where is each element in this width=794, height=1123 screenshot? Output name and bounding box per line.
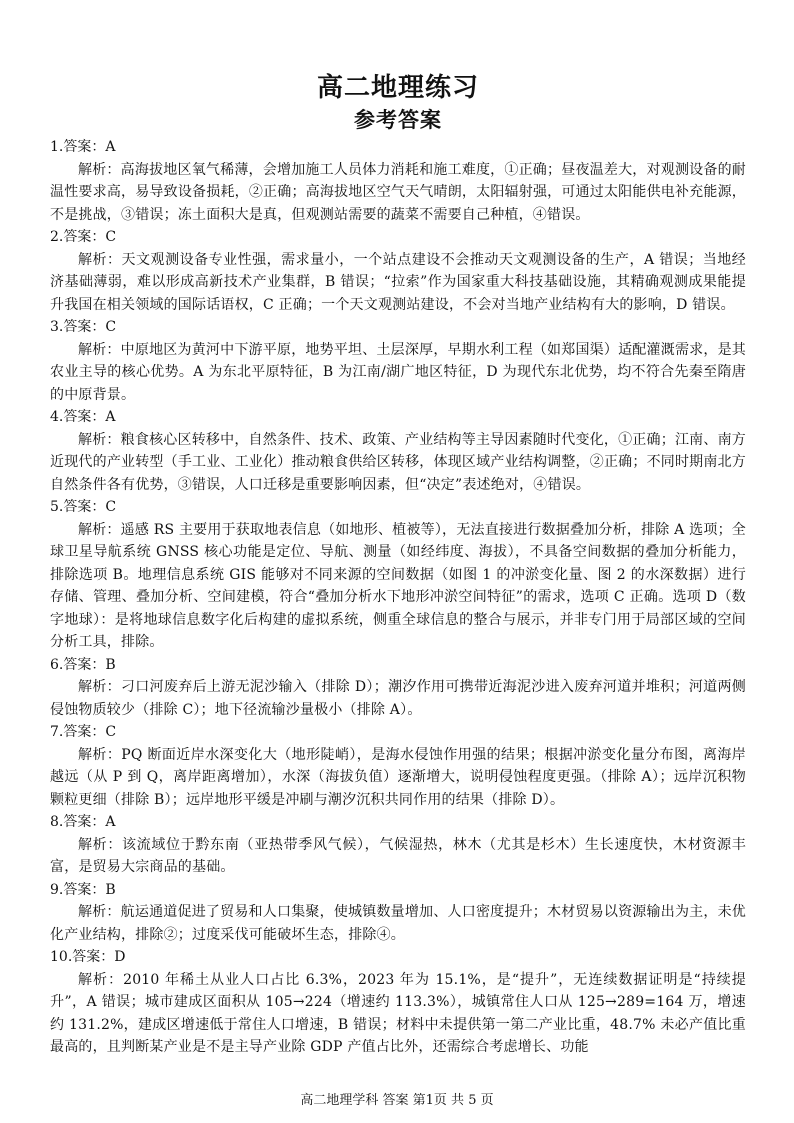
answer-item-10 <box>50 946 746 1059</box>
answer-item-6 <box>50 654 746 722</box>
answer-item-5 <box>50 496 746 654</box>
answer-list <box>50 136 746 1059</box>
answer-item-4 <box>50 406 746 496</box>
answer-item-3 <box>50 316 746 406</box>
answer-explanation: 解析：PQ 断面近岸水深变化大（地形陡峭），是海水侵蚀作用强的结果；根据冲淤变化量分布图，离海岸越远（从 P 到 Q，离岸距离增加），水深（海拔负值）逐渐增大，说明侵蚀程度更强。（排除 A）；远岸沉积物颗粒更细（排除 B）；远岸地形平缓是冲刷与潮汐沉积共同作用的结果（排除 D）。 <box>50 746 746 808</box>
answer-explanation: 解析：高海拔地区氧气稀薄，会增加施工人员体力消耗和施工难度，①正确；昼夜温差大，对观测设备的耐温性要求高，易导致设备损耗，②正确；高海拔地区空气天气晴朗，太阳辐射强，可通过太阳能供电补充能源，不是挑战，③错误；冻土面积大是真，但观测站需要的蔬菜不需要自己种植，④错误。 <box>50 161 746 223</box>
answer-explanation: 解析：航运通道促进了贸易和人口集聚，使城镇数量增加、人口密度提升；木材贸易以资源输出为主，未优化产业结构，排除②；过度采伐可能破坏生态，排除④。 <box>50 904 746 943</box>
answer-label: 6.答案：B <box>50 656 116 673</box>
answer-label: 1.答案：A <box>50 139 116 155</box>
answer-explanation: 解析：天文观测设备专业性强，需求量小，一个站点建设不会推动天文观测设备的生产，A 错误；当地经济基础薄弱，难以形成高新技术产业集群，B 错误；“拉索”作为国家重大科技基础设施，其精确观测成果能提升我国在相关领域的国际话语权，C 正确；一个天文观测站建设，不会对当地产业结构有大的影响，D 错误。 <box>50 251 746 313</box>
answer-explanation: 解析：中原地区为黄河中下游平原，地势平坦、土层深厚，早期水利工程（如郑国渠）适配灌溉需求，是其农业主导的核心优势。A 为东北平原特征，B 为江南/湖广地区特征，D 为现代东北优势，均不符合先秦至隋唐的中原背景。 <box>50 341 746 403</box>
answer-explanation: 解析：该流域位于黔东南（亚热带季风气候），气候湿热，林木（尤其是杉木）生长速度快，木材资源丰富，是贸易大宗商品的基础。 <box>50 836 746 875</box>
answer-explanation: 解析：刁口河废弃后上游无泥沙输入（排除 D）；潮汐作用可携带近海泥沙进入废弃河道并堆积；河道两侧侵蚀物质较少（排除 C）；地下径流输沙量极小（排除 A）。 <box>50 679 746 718</box>
answer-item-8 <box>50 811 746 879</box>
page-title: 高二地理练习 <box>316 73 479 103</box>
answer-label: 10.答案：D <box>50 949 126 965</box>
page-subtitle: 参考答案 <box>354 108 442 132</box>
answer-label: 7.答案：C <box>50 724 117 740</box>
answer-item-9 <box>50 879 746 947</box>
answer-item-1 <box>50 136 746 226</box>
answer-explanation: 解析：粮食核心区转移中，自然条件、技术、政策、产业结构等主导因素随时代变化，①正确；江南、南方近现代的产业转型（手工业、工业化）推动粮食供给区转移，体现区域产业结构调整，②正确；不同时期南北方自然条件各有优势，③错误，人口迁移是重要影响因素，但“决定”表述绝对，④错误。 <box>50 431 746 493</box>
answer-label: 8.答案：A <box>50 814 116 830</box>
answer-label: 5.答案：C <box>50 499 117 515</box>
answer-label: 4.答案：A <box>50 409 116 425</box>
answer-label: 2.答案：C <box>50 229 117 245</box>
answer-label: 9.答案：B <box>50 881 116 898</box>
answer-item-2 <box>50 226 746 316</box>
page-footer: 高二地理学科 答案 第1页 共 5 页 <box>300 1093 494 1108</box>
answer-label: 3.答案：C <box>50 319 117 335</box>
answer-explanation: 解析：遥感 RS 主要用于获取地表信息（如地形、植被等），无法直接进行数据叠加分析，排除 A 选项；全球卫星导航系统 GNSS 核心功能是定位、导航、测量（如经纬度、海拔），不具备空间数据的叠加分析能力，排除选项 B。地理信息系统 GIS 能够对不同来源的空间数据（如图 1 的冲淤变化量、图 2 的水深数据）进行存储、管理、叠加分析、空间建模，符合“叠加分析水下地形冲淤空间特征”的需求，选项 C 正确。选项 D（数字地球）：是将地球信息数字化后构建的虚拟系统，侧重全球信息的整合与展示，并非专门用于局部区域的空间分析工具，排除。 <box>50 521 746 650</box>
answer-explanation: 解析：2010 年稀土从业人口占比 6.3%，2023 年为 15.1%，是“提升”，无连续数据证明是“持续提升”，A 错误；城市建成区面积从 105→224（增速约 113.3%），城镇常住人口从 125→289=164 万，增速约 131.2%，建成区增速低于常住人口增速，B 错误；材料中未提供第一第二产业比重，48.7% 未必产值比重最高的，且判断某产业是不是主导产业除 GDP 产值占比外，还需综合考虑增长、功能 <box>50 971 746 1055</box>
answer-item-7 <box>50 721 746 811</box>
